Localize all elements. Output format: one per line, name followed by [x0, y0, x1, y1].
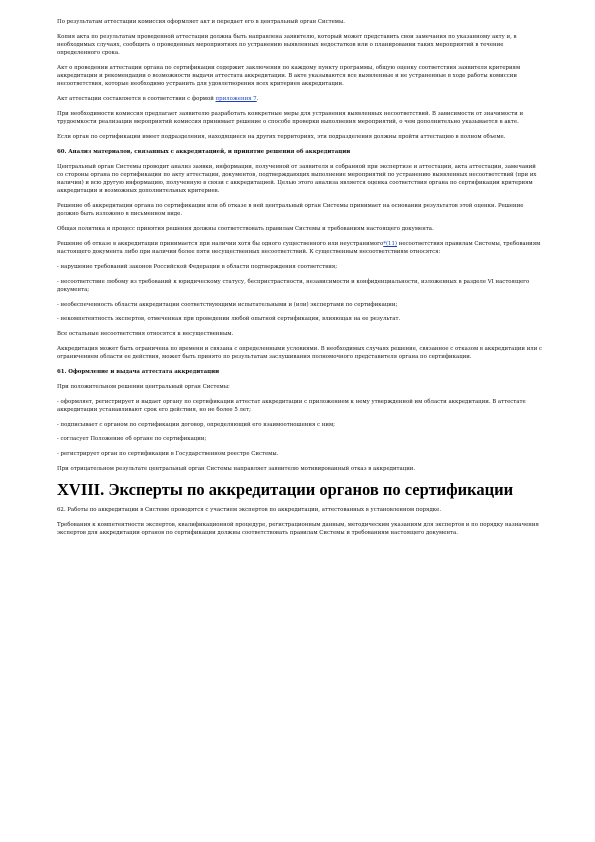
paragraph-positive-decision: При положительном решении центральный орган Системы: — [57, 383, 230, 390]
list-item: - необеспеченность области аккредитации соответствующими испытательными и (или) экспертами по сертификации; — [57, 301, 398, 308]
footnote-11-link[interactable]: *(11) — [383, 240, 398, 247]
list-item: - несоответствие любому из требований к юридическому статусу, беспристрастности, независимости и конфиденциальности, изложенных в разделе VI настоящего документа; — [57, 278, 530, 293]
paragraph-act-transfer: По результатам аттестации комиссия оформляет акт и передает его в центральный орган Системы. — [57, 19, 345, 25]
paragraph-analysis: Центральный орган Системы проводит анализ заявки, информации, полученной от заявителя и собранной при экспертизе и аттестации, акта аттестации, замечаний со стороны органа по сертификации по акту аттестации, документов, подтверждающих выполнение мероприятий по устранению выявленных несоответствий (при их наличии) и всю другую информацию, полученную в связи с аккредитацией. Целью этого анализа является оценка соответствия органа по сертификации критериям аккредитации и возможных дополнительных критериев. — [57, 163, 537, 195]
paragraph-negative-result: При отрицательном результате центральный орган Системы направляет заявителю мотивированный отказ в аккредитации. — [57, 465, 416, 472]
paragraph-subdivisions: Если орган по сертификации имеет подразделения, находящиеся на других территориях, эти подразделения должны пройти аттестацию в полном объеме. — [57, 134, 506, 140]
list-item: - некомпетентность экспертов, отмеченная при проведении любой опытной сертификации, влияющая на ее результат. — [57, 316, 401, 323]
paragraph-act-form-text: Акт аттестации составляется в соответствии с формой — [57, 96, 216, 103]
paragraph-corrective-measures: При необходимости комиссия предлагает заявителю разработать конкретные меры для устранения выявленных несоответствий. В зависимости от значимости и трудоемкости реализации мероприятий комиссия принимает решение о способе проверки выполнения мероприятий, о чем дополнительно указывается в акте. — [57, 111, 524, 126]
paragraph-minor-nonconformities: Все остальные несоответствия относятся к несущественным. — [57, 331, 234, 338]
list-item: - оформляет, регистрирует и выдает органу по сертификации аттестат аккредитации с приложением к нему утвержденной им области аккредитации. В аттестате аккредитации устанавливают срок его действия, но не более 5 лет; — [57, 398, 526, 413]
list-item: - нарушение требований законов Российской Федерации в области подтверждения соответствия; — [57, 263, 338, 270]
paragraph-act-form-end: . — [256, 96, 259, 103]
paragraph-policy: Общая политика и процесс принятия решения должны соответствовать правилам Системы и требованиям настоящего документа. — [57, 226, 434, 232]
paragraph-limitation: Аккредитация может быть ограничена по времени и связана с определенными условиями. В необходимых случаях решение, связанное с отказом в аккредитации или с ограничением области ее действия, может быть принято по результатам заслушивания полномочного представителя органа по сертификации. — [57, 345, 543, 361]
paragraph-refusal-text: Решение об отказе в аккредитации принимается при наличии хотя бы одного существенного или неустранимого — [57, 240, 384, 247]
appendix-7-link[interactable]: приложения 7 — [215, 96, 257, 103]
document-page — [57, 18, 543, 544]
paragraph-decision: Решение об аккредитации органа по сертификации или об отказе в ней центральный орган Системы принимает на основании результатов этой оценки. Решение должно быть изложено в письменном виде. — [57, 203, 524, 218]
list-item: - подписывает с органом по сертификации договор, определяющий его взаимоотношения с ним; — [57, 421, 335, 428]
paragraph-act-form — [57, 95, 543, 103]
paragraph-act-contents: Акт о проведении аттестации органа по сертификации содержит заключения по каждому пункту программы, общую оценку соответствия заявителя критериям аккредитации и рекомендации о возможности выдачи аттестата аккредитации. В акте указываются все выявленные и не устраненные в ходе работы комиссии несоответствия, которые необходимо устранить для удовлетворения всех критериев аккредитации. — [57, 65, 521, 88]
paragraph-experts-requirements: Требования к компетентности экспертов, квалификационной процедуре, регистрационным данным, методическим указаниям для экспертов и по порядку назначения экспертов для аккредитации органов по сертификации должны соответствовать правилам Системы и требованиям настоящего документа. — [57, 521, 539, 536]
section-title-xviii: XVIII. Эксперты по аккредитации органов по сертификации — [57, 479, 514, 499]
paragraph-experts-work: 62. Работы по аккредитации в Системе проводятся с участием экспертов по аккредитации, аттестованных в установленном порядке. — [57, 506, 442, 513]
paragraph-act-copy: Копия акта по результатам проведенной аттестации должна быть направлена заявителю, который может представить свои замечания по указанному акту и, в необходимых случаях, сообщить о проведенных мероприятиях по устранению выявленных недостатков или о планировании таких мероприятий в течение определенного срока. — [57, 33, 517, 57]
paragraph-refusal-text-end: несоответствия правилам Системы, требованиям настоящего документа либо при наличии более пяти несущественных несоответствий. К существенным несоответствиям относятся: — [57, 240, 541, 255]
heading-section-61: 61. Оформление и выдача аттестата аккредитации — [57, 368, 220, 375]
paragraph-refusal — [57, 240, 543, 256]
list-item: - регистрирует орган по сертификации в Государственном реестре Системы. — [57, 451, 279, 458]
heading-section-60: 60. Анализ материалов, связанных с аккредитацией, и принятие решения об аккредитации — [57, 148, 351, 155]
list-item: - согласует Положение об органе по сертификации; — [57, 436, 207, 443]
